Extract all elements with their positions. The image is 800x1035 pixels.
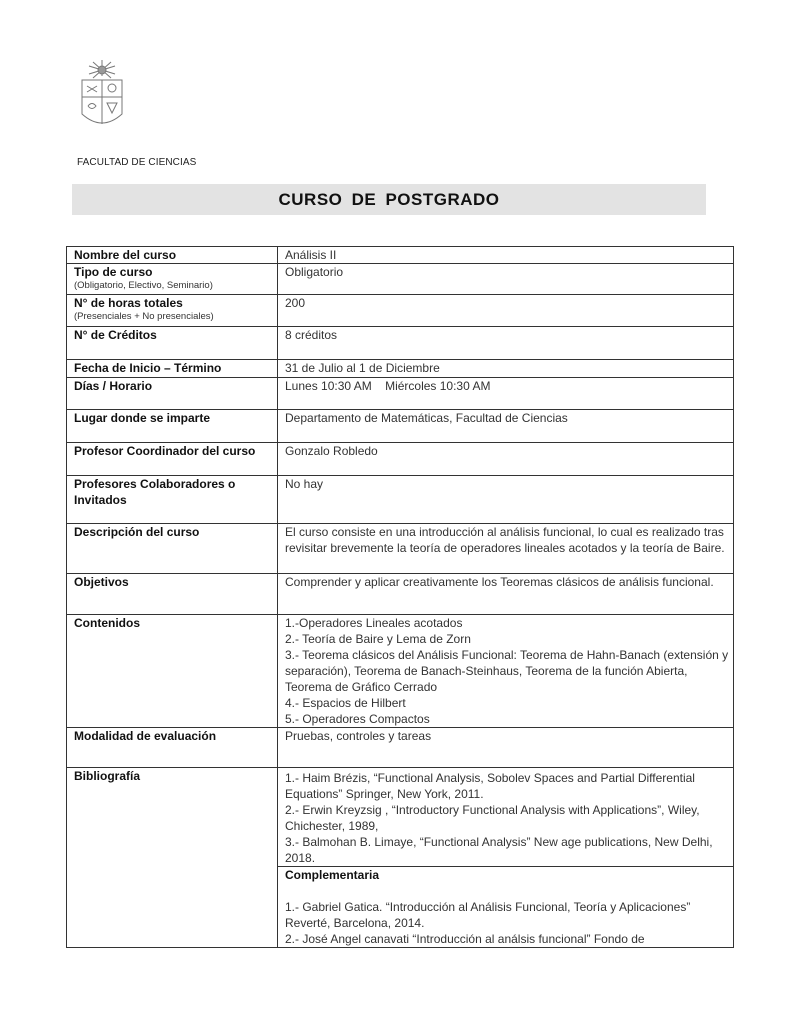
table-row xyxy=(67,360,734,378)
course-type-hint: (Obligatorio, Electivo, Seminario) xyxy=(74,280,213,291)
faculty-name: FACULTAD DE CIENCIAS xyxy=(77,157,197,168)
total-hours-value: 200 xyxy=(278,295,734,327)
location-label: Lugar donde se imparte xyxy=(67,410,278,443)
evaluation-label: Modalidad de evaluación xyxy=(67,728,278,768)
contents-label: Contenidos xyxy=(67,615,278,728)
table-row xyxy=(67,378,734,410)
coordinator-value: Gonzalo Robledo xyxy=(278,443,734,476)
list-item: 1.-Operadores Lineales acotados xyxy=(285,616,463,630)
page-title-banner xyxy=(72,184,706,215)
dates-value: 31 de Julio al 1 de Diciembre xyxy=(278,360,734,378)
description-value: El curso consiste en una introducción al análisis funcional, lo cual es realizado tras revisitar brevemente la teoría de operadores lineales acotados y la teoría de Baire. xyxy=(278,524,734,574)
table-row xyxy=(67,410,734,443)
total-hours-hint: (Presenciales + No presenciales) xyxy=(74,311,214,322)
course-type-value: Obligatorio xyxy=(278,264,734,295)
collaborators-value: No hay xyxy=(278,476,734,524)
objectives-value: Comprender y aplicar creativamente los Teoremas clásicos de análisis funcional. xyxy=(278,574,734,615)
evaluation-value: Pruebas, controles y tareas xyxy=(278,728,734,768)
supplementary-bibliography xyxy=(278,867,734,948)
table-row xyxy=(67,768,734,867)
list-item: 3.- Teorema clásicos del Análisis Funcional: Teorema de Hahn-Banach (extensión y separación), Teorema de Banach-Steinhaus, Teorema de la función Abierta, Teorema de Gráfico Cerrado xyxy=(285,648,729,694)
university-crest-icon xyxy=(79,58,125,132)
table-row xyxy=(67,574,734,615)
list-item: 1.- Gabriel Gatica. “Introducción al Análisis Funcional, Teoría y Aplicaciones” Reverté, Barcelona, 2014. xyxy=(285,900,691,930)
course-name-value: Análisis II xyxy=(278,247,734,264)
collaborators-label: Profesores Colaboradores o Invitados xyxy=(67,476,278,524)
list-item: 4.- Espacios de Hilbert xyxy=(285,696,406,710)
table-row xyxy=(67,615,734,728)
list-item: 2.- Erwin Kreyzsig , “Introductory Functional Analysis with Applications”, Wiley, Chichester, 1989, xyxy=(285,803,700,833)
credits-value: 8 créditos xyxy=(278,327,734,360)
description-label: Descripción del curso xyxy=(67,524,278,574)
location-value: Departamento de Matemáticas, Facultad de Ciencias xyxy=(278,410,734,443)
schedule-value: Lunes 10:30 AM Miércoles 10:30 AM xyxy=(278,378,734,410)
table-row xyxy=(67,728,734,768)
bibliography-label: Bibliografía xyxy=(67,768,278,948)
list-item: 3.- Balmohan B. Limaye, “Functional Analysis” New age publications, New Delhi, 2018. xyxy=(285,835,713,865)
dates-label: Fecha de Inicio – Término xyxy=(67,360,278,378)
total-hours-label-text: N° de horas totales xyxy=(74,296,183,310)
table-row xyxy=(67,247,734,264)
table-row xyxy=(67,327,734,360)
table-row xyxy=(67,476,734,524)
course-info-table xyxy=(66,246,734,948)
list-item: 2.- José Angel canavati “Introducción al análsis funcional” Fondo de xyxy=(285,932,645,946)
supplementary-heading: Complementaria xyxy=(285,868,380,882)
list-item: 2.- Teoría de Baire y Lema de Zorn xyxy=(285,632,471,646)
list-item: 1.- Haim Brézis, “Functional Analysis, Sobolev Spaces and Partial Differential Equations” Springer, New York, 2011. xyxy=(285,771,695,801)
contents-list xyxy=(278,615,734,728)
table-row xyxy=(67,524,734,574)
course-name-label: Nombre del curso xyxy=(67,247,278,264)
schedule-label: Días / Horario xyxy=(67,378,278,410)
list-item: 5.- Operadores Compactos xyxy=(285,712,430,726)
credits-label: N° de Créditos xyxy=(67,327,278,360)
table-row xyxy=(67,295,734,327)
course-type-label xyxy=(67,264,278,295)
page-title: CURSO DE POSTGRADO xyxy=(278,189,500,209)
course-type-label-text: Tipo de curso xyxy=(74,265,153,279)
objectives-label: Objetivos xyxy=(67,574,278,615)
total-hours-label xyxy=(67,295,278,327)
coordinator-label: Profesor Coordinador del curso xyxy=(67,443,278,476)
table-row xyxy=(67,264,734,295)
table-row xyxy=(67,443,734,476)
bibliography-list xyxy=(278,768,734,867)
